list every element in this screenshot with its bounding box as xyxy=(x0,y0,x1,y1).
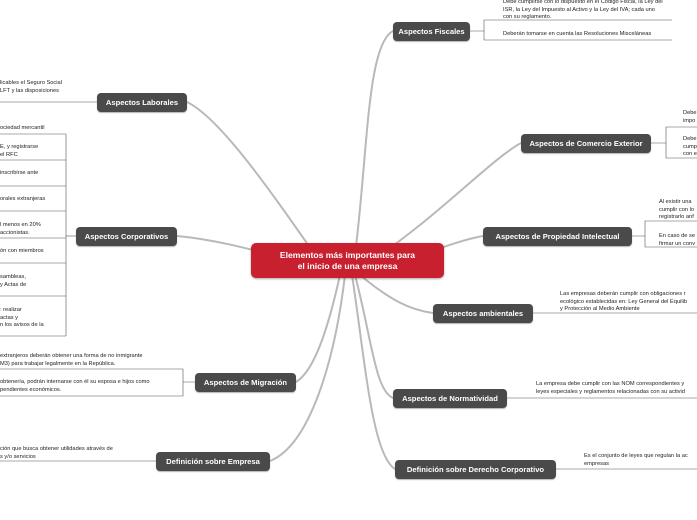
node-aspectos-comercio-exterior[interactable]: Aspectos de Comercio Exterior xyxy=(521,134,651,153)
node-definicion-empresa[interactable]: Definición sobre Empresa xyxy=(156,452,270,471)
note-migracion-1: extranjeros deberán obtener una forma de no inmigrante M3) para trabajar legalmente en la República. xyxy=(0,353,143,367)
note-comercio-1: Debe impo xyxy=(683,110,697,124)
node-aspectos-ambientales[interactable]: Aspectos ambientales xyxy=(433,304,533,323)
central-topic[interactable] xyxy=(251,243,444,278)
node-aspectos-migracion[interactable]: Aspectos de Migración xyxy=(195,373,296,392)
note-fiscales-codigo: Debe cumplirse con lo dispuesto en el Código Fiscal, la Ley del ISR, la Ley del Impuesto al Activo y la Ley del IVA; cada uno con su reglamento. xyxy=(503,0,663,21)
note-laborales: licables el Seguro Social LFT y las disposiciones xyxy=(0,80,62,94)
note-corporativos-3: inscribirse ante xyxy=(0,170,39,176)
node-definicion-derecho-corporativo[interactable]: Definición sobre Derecho Corporativo xyxy=(395,460,556,479)
note-corporativos-7: sambleas, y Actas de xyxy=(0,274,27,288)
node-aspectos-propiedad-intelectual[interactable]: Aspectos de Propiedad Intelectual xyxy=(483,227,632,246)
branch-ambientales xyxy=(360,275,433,313)
note-corporativos-1: ociedad mercantil xyxy=(0,125,45,131)
branch-migracion xyxy=(296,275,340,382)
branch-laborales xyxy=(187,102,320,262)
note-fiscales-miscelaneas: Deberán tomarse en cuenta las Resoluciones Misceláneas xyxy=(503,31,652,37)
note-corporativos-5: l menos en 20% accionistas. xyxy=(0,222,41,236)
note-corporativos-8: : realizar actas y n los avisos de la xyxy=(0,307,44,329)
note-corporativos-4: orales extranjeras xyxy=(0,196,46,202)
note-derecho: Es el conjunto de leyes que regulan la ac empresas xyxy=(584,453,688,467)
note-comercio-2: Debe cump con e xyxy=(683,136,697,158)
note-corporativos-6: ón con miembros xyxy=(0,248,44,254)
note-empresa: ción que busca obtener utilidades através de s y/o servicios xyxy=(0,446,113,460)
central-topic-line-1: Elementos más importantes para xyxy=(279,249,416,260)
branch-fiscales xyxy=(354,31,393,262)
note-ambientales: Las empresas deberán cumplir con obligaciones r ecológico establecidas en: Ley General del Equilib y Protección al Medio Ambiente xyxy=(560,291,688,313)
note-propiedad-1: Al existir una cumplir con lo registrarlo anf xyxy=(659,199,695,221)
node-aspectos-corporativos[interactable]: Aspectos Corporativos xyxy=(76,227,177,246)
branch-derecho xyxy=(352,275,395,469)
note-corporativos-2: E, y registrarse el RFC xyxy=(0,144,39,158)
note-propiedad-2: En caso de se firmar un conv xyxy=(659,233,696,247)
node-aspectos-laborales[interactable]: Aspectos Laborales xyxy=(97,93,187,112)
note-migracion-2: obtenería, podrán internarse con él su esposa e hijos como pendientes económicos. xyxy=(0,379,150,393)
central-topic-line-2: el inicio de una empresa xyxy=(297,260,398,271)
node-aspectos-normatividad[interactable]: Aspectos de Normatividad xyxy=(393,389,507,408)
node-aspectos-fiscales[interactable]: Aspectos Fiscales xyxy=(393,22,470,41)
note-normatividad: La empresa debe cumplir con las NOM correspondientes y leyes especiales y reglamentos relacionadas con su activid xyxy=(536,381,685,395)
